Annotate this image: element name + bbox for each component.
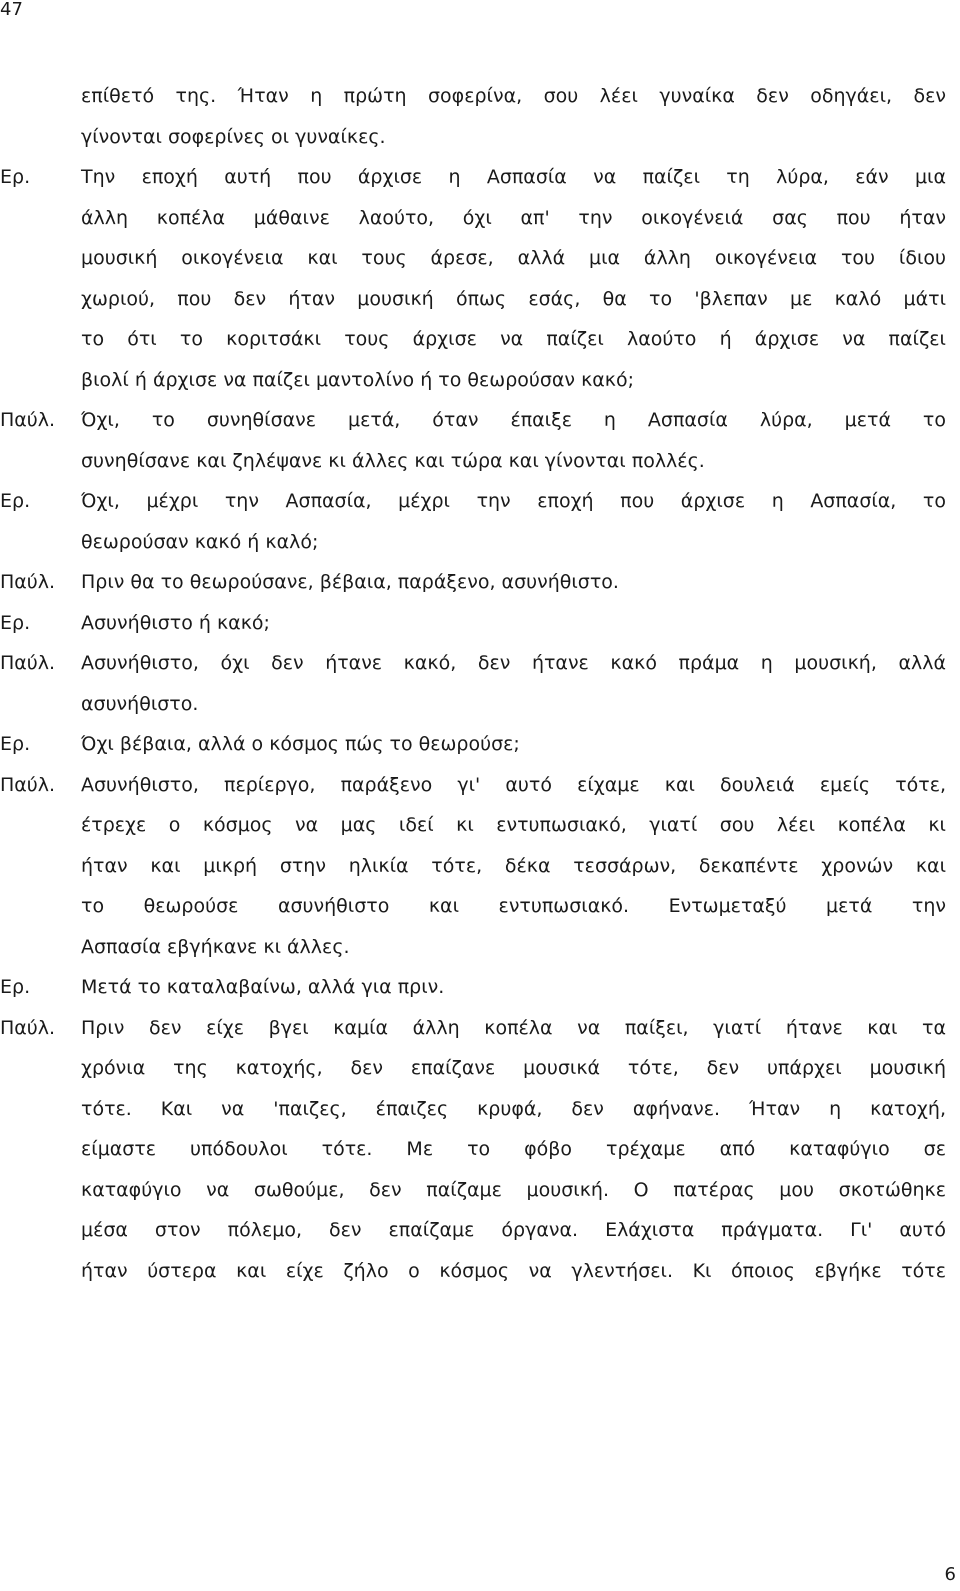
page-number-bottom: 6 [944, 1564, 956, 1585]
text-line: Όχι, το συνηθίσανε μετά, όταν έπαιξε η Ασπασία λύρα, μετά το [81, 409, 946, 431]
text-line: γίνονται σοφερίνες οι γυναίκες. [81, 125, 386, 148]
text-line: ασυνήθιστο. [81, 692, 199, 715]
page-number-top: 47 [0, 0, 23, 20]
text-line: έτρεχε ο κόσμος να μας ιδεί κι εντυπωσιακό, γιατί σου λέει κοπέλα κι [81, 814, 946, 836]
dialogue-entry [0, 157, 946, 400]
text-line: Την εποχή αυτή που άρχισε η Ασπασία να παίζει τη λύρα, εάν μια [81, 166, 946, 188]
text-line: μουσική οικογένεια και τους άρεσε, αλλά μια άλλη οικογένεια του ίδιου [81, 247, 946, 269]
speaker-label: Ερ. [0, 976, 31, 998]
dialogue-entry [0, 724, 946, 765]
text-line: τότε. Και να 'παιζες, έπαιζες κρυφά, δεν αφήνανε. Ήταν η κατοχή, [81, 1097, 946, 1120]
speaker-label: Ερ. [0, 733, 31, 755]
text-line: Μετά το καταλαβαίνω, αλλά για πριν. [81, 976, 445, 998]
dialogue-entry [0, 481, 946, 562]
dialogue-entry [0, 603, 946, 644]
text-line: μέσα στον πόλεμο, δεν επαίζαμε όργανα. Ελάχιστα πράγματα. Γι' αυτό [81, 1219, 946, 1241]
text-line: Ασυνήθιστο, όχι δεν ήτανε κακό, δεν ήτανε κακό πράμα η μουσική, αλλά [81, 652, 946, 674]
text-line: Πριν δεν είχε βγει καμία άλλη κοπέλα να παίξει, γιατί ήτανε και τα [81, 1016, 946, 1039]
text-line: θεωρούσαν κακό ή καλό; [81, 530, 319, 553]
speaker-label: Ερ. [0, 611, 31, 634]
dialogue-entry [0, 400, 946, 481]
text-line: Ασπασία εβγήκανε κι άλλες. [81, 935, 350, 958]
text-line: Όχι βέβαια, αλλά ο κόσμος πώς το θεωρούσε; [81, 733, 520, 755]
text-line: άλλη κοπέλα μάθαινε λαούτο, όχι απ' την οικογένειά σας που ήταν [81, 206, 946, 229]
text-line: επίθετό της. Ήταν η πρώτη σοφερίνα, σου λέει γυναίκα δεν οδηγάει, δεν [81, 85, 946, 107]
interview-transcript [0, 76, 946, 1291]
text-line: το ότι το κοριτσάκι τους άρχισε να παίζει λαούτο ή άρχισε να παίζει [81, 328, 946, 350]
text-line: καταφύγιο να σωθούμε, δεν παίζαμε μουσική. Ο πατέρας μου σκοτώθηκε [81, 1178, 946, 1201]
text-line: ήταν και μικρή στην ηλικία τότε, δέκα τεσσάρων, δεκαπέντε χρονών και [81, 854, 946, 877]
dialogue-entry [0, 643, 946, 724]
text-line: ήταν ύστερα και είχε ζήλο ο κόσμος να γλεντήσει. Κι όποιος εβγήκε τότε [81, 1259, 946, 1282]
dialogue-entry [0, 765, 946, 968]
speaker-label: Παύλ. [0, 652, 56, 674]
speaker-label: Παύλ. [0, 409, 56, 431]
text-line: το θεωρούσε ασυνήθιστο και εντυπωσιακό. Εντωμεταξύ μετά την [81, 895, 946, 917]
text-line: χωριού, που δεν ήταν μουσική όπως εσάς, θα το 'βλεπαν με καλό μάτι [81, 287, 946, 310]
speaker-label: Παύλ. [0, 1016, 56, 1039]
text-line: συνηθίσανε και ζηλέψανε κι άλλες και τώρα και γίνονται πολλές. [81, 449, 705, 472]
dialogue-entry [0, 76, 946, 157]
text-line: χρόνια της κατοχής, δεν επαίζανε μουσικά τότε, δεν υπάρχει μουσική [81, 1057, 946, 1079]
text-line: βιολί ή άρχισε να παίζει μαντολίνο ή το θεωρούσαν κακό; [81, 368, 635, 391]
text-line: είμαστε υπόδουλοι τότε. Με το φόβο τρέχαμε από καταφύγιο σε [81, 1138, 946, 1160]
speaker-label: Παύλ. [0, 571, 56, 593]
text-line: Πριν θα το θεωρούσανε, βέβαια, παράξενο, ασυνήθιστο. [81, 571, 619, 593]
text-line: Ασυνήθιστο, περίεργο, παράξενο γι' αυτό είχαμε και δουλειά εμείς τότε, [81, 773, 946, 796]
dialogue-entry [0, 967, 946, 1008]
speaker-label: Παύλ. [0, 773, 56, 796]
dialogue-entry [0, 562, 946, 603]
speaker-label: Ερ. [0, 490, 31, 512]
text-line: Ασυνήθιστο ή κακό; [81, 611, 270, 634]
speaker-label: Ερ. [0, 166, 31, 188]
text-line: Όχι, μέχρι την Ασπασία, μέχρι την εποχή που άρχισε η Ασπασία, το [81, 490, 946, 512]
dialogue-entry [0, 1008, 946, 1292]
